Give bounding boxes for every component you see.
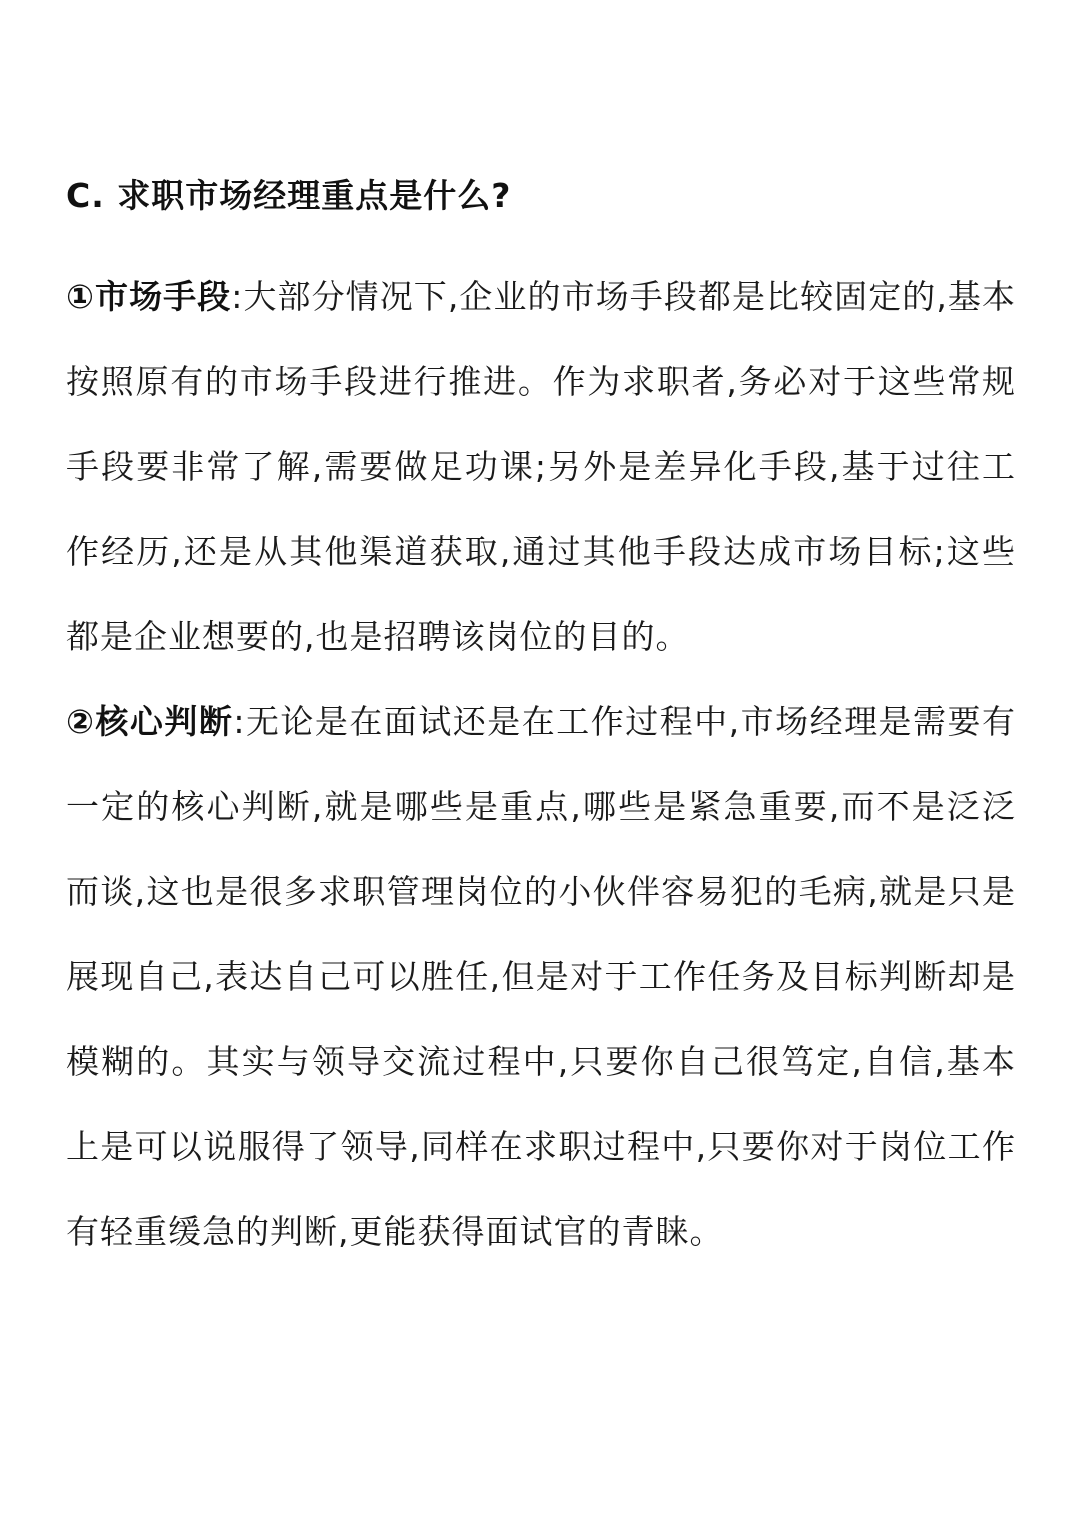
paragraph-core-judgment [66,679,1016,1274]
section-heading: C. 求职市场经理重点是什么? [66,176,512,215]
paragraph-body: :无论是在面试还是在工作过程中,市场经理是需要有一定的核心判断,就是哪些是重点,哪些是紧急重要,而不是泛泛而谈,这也是很多求职管理岗位的小伙伴容易犯的毛病,就是只是展现自己,表达自己可以胜任,但是对于工作任务及目标判断却是模糊的。其实与领导交流过程中,只要你自己很笃定,自信,基本上是可以说服得了领导,同样在求职过程中,只要你对于岗位工作有轻重缓急的判断,更能获得面试官的青睐。 [66,702,1016,1251]
paragraph-lead: ②核心判断 [66,702,234,741]
paragraph-lead: ①市场手段 [66,277,232,316]
paragraph-market-means [66,254,1016,679]
paragraph-body: :大部分情况下,企业的市场手段都是比较固定的,基本按照原有的市场手段进行推进。作为求职者,务必对于这些常规手段要非常了解,需要做足功课;另外是差异化手段,基于过往工作经历,还是从其他渠道获取,通过其他手段达成市场目标;这些都是企业想要的,也是招聘该岗位的目的。 [66,277,1016,656]
article [66,168,1016,1274]
